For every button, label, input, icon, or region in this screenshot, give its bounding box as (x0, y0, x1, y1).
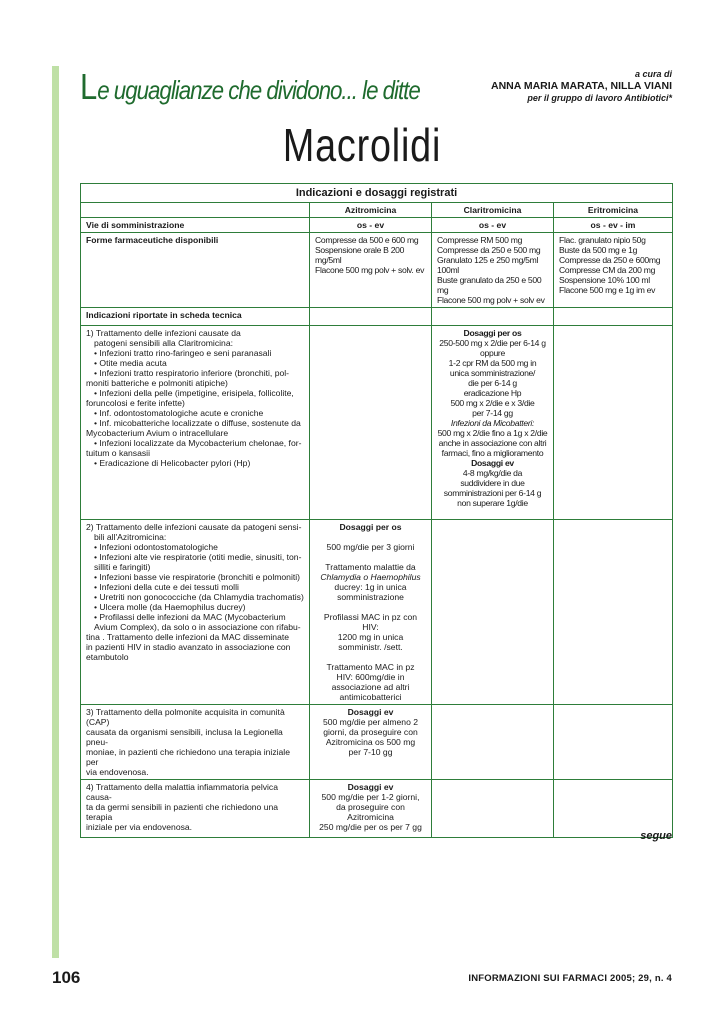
table-caption: Indicazioni e dosaggi registrati (81, 184, 673, 203)
indication-3: 3) Trattamento della polmonite acquisita in comunità (CAP) causata da organismi sensibili, inclusa la Legionella pneu- moniae, in pazienti che richiedono una terapia iniziale per via endovenosa. (81, 705, 310, 780)
dosage-table (80, 183, 673, 838)
indication-2-azi-dosage: Dosaggi per os 500 mg/die per 3 giorni Trattamento malattie da Chlamydia o Haemophilus ducrey: 1g in unica somministrazione Profilassi MAC in pz con HIV: 1200 mg in unica somministr. /sett. Trattamento MAC in pz HIV: 600mg/die in associazione ad altri antimicobatterici (310, 520, 432, 705)
indication-1-cla-dosage: Dosaggi per os 250-500 mg x 2/die per 6-14 g oppure 1-2 cpr RM da 500 mg in unica somministrazione/ die per 6-14 g eradicazione Hp 500 mg x 2/die e x 3/die per 7-14 gg Infezioni da Micobatteri: 500 mg x 2/die fino a 1g x 2/die anche in associazione con altri farmaci, fino a miglioramento Dosaggi ev 4-8 mg/kg/die da suddividere in due somministrazioni per 6-14 g non superare 1g/die (432, 326, 554, 520)
route-cla: os - ev (432, 218, 554, 233)
series-title: Le uguaglianze che dividono... le ditte (80, 66, 420, 107)
route-eri: os - ev - im (554, 218, 673, 233)
forms-eri: Flac. granulato nipio 50g Buste da 500 mg e 1g Compresse da 250 e 600mg Compresse CM da 200 mg Sospensione 10% 100 ml Flacone 500 mg e 1g im ev (554, 233, 673, 308)
col-header-claritromicina: Claritromicina (432, 203, 554, 218)
indication-1: 1) Trattamento delle infezioni causate da patogeni sensibili alla Claritromicina: • Infezioni tratto rino-faringeo e seni paranasali • Otite media acuta • Infezioni tratto respiratorio inferiore (bronchiti, pol- moniti batteriche e polmoniti atipiche) • Infezioni della pelle (impetigine, erisipela, follicolite, foruncolosi e ferite infette) • Inf. odontostomatologiche acute e croniche • Inf. micobatteriche localizzate o diffuse, sostenute da Mycobacterium Avium o intracellulare • Infezioni localizzate da Mycobacterium chelonae, for- tuitum o kansasii • Eradicazione di Helicobacter pylori (Hp) (81, 326, 310, 520)
credits-intro: a cura di (634, 69, 672, 79)
credits-group: per il gruppo di lavoro Antibiotici* (527, 93, 672, 103)
indication-4-azi-dosage: Dosaggi ev 500 mg/die per 1-2 giorni, da proseguire con Azitromicina 250 mg/die per os per 7 gg (310, 780, 432, 838)
credits-authors: ANNA MARIA MARATA, NILLA VIANI (490, 80, 672, 92)
indication-3-azi-dosage: Dosaggi ev 500 mg/die per almeno 2 giorni, da proseguire con Azitromicina os 500 mg per 7-10 gg (310, 705, 432, 780)
page-title: Macrolidi (282, 119, 442, 171)
route-azi: os - ev (310, 218, 432, 233)
indication-2: 2) Trattamento delle infezioni causate da patogeni sensi- bili all'Azitromicina: • Infezioni odontostomatologiche • Infezioni alte vie respiratorie (otiti medie, sinusiti, ton- silliti e faringiti) • Infezioni basse vie respiratorie (bronchiti e polmoniti) • Infezioni della cute e dei tessuti molli • Uretriti non gonococciche (da Chlamydia trachomatis) • Ulcera molle (da Haemophilus ducrey) • Profilassi delle infezioni da MAC (Mycobacterium Avium Complex), da solo o in associazione con rifabu- tina . Trattamento delle infezioni da MAC disseminate in pazienti HIV in stadio avanzato in associazione con etambutolo (81, 520, 310, 705)
indication-4: 4) Trattamento della malattia infiammatoria pelvica causa- ta da germi sensibili in pazienti che richiedono una terapia iniziale per via endovenosa. (81, 780, 310, 838)
routes-label: Vie di somministrazione (81, 218, 310, 233)
continued-label: segue (640, 830, 672, 842)
green-margin-bar (52, 66, 59, 958)
col-header-azitromicina: Azitromicina (310, 203, 432, 218)
indications-label: Indicazioni riportate in scheda tecnica (81, 308, 310, 326)
forms-label: Forme farmaceutiche disponibili (81, 233, 310, 308)
forms-azi: Compresse da 500 e 600 mg Sospensione orale B 200 mg/5ml Flacone 500 mg polv + solv. ev (310, 233, 432, 308)
col-header-eritromicina: Eritromicina (554, 203, 673, 218)
page-number: 106 (52, 968, 81, 987)
forms-cla: Compresse RM 500 mg Compresse da 250 e 500 mg Granulato 125 e 250 mg/5ml 100ml Buste granulato da 250 e 500 mg Flacone 500 mg polv + solv ev (432, 233, 554, 308)
credits (491, 68, 672, 104)
journal-citation: INFORMAZIONI SUI FARMACI 2005; 29, n. 4 (468, 973, 672, 984)
